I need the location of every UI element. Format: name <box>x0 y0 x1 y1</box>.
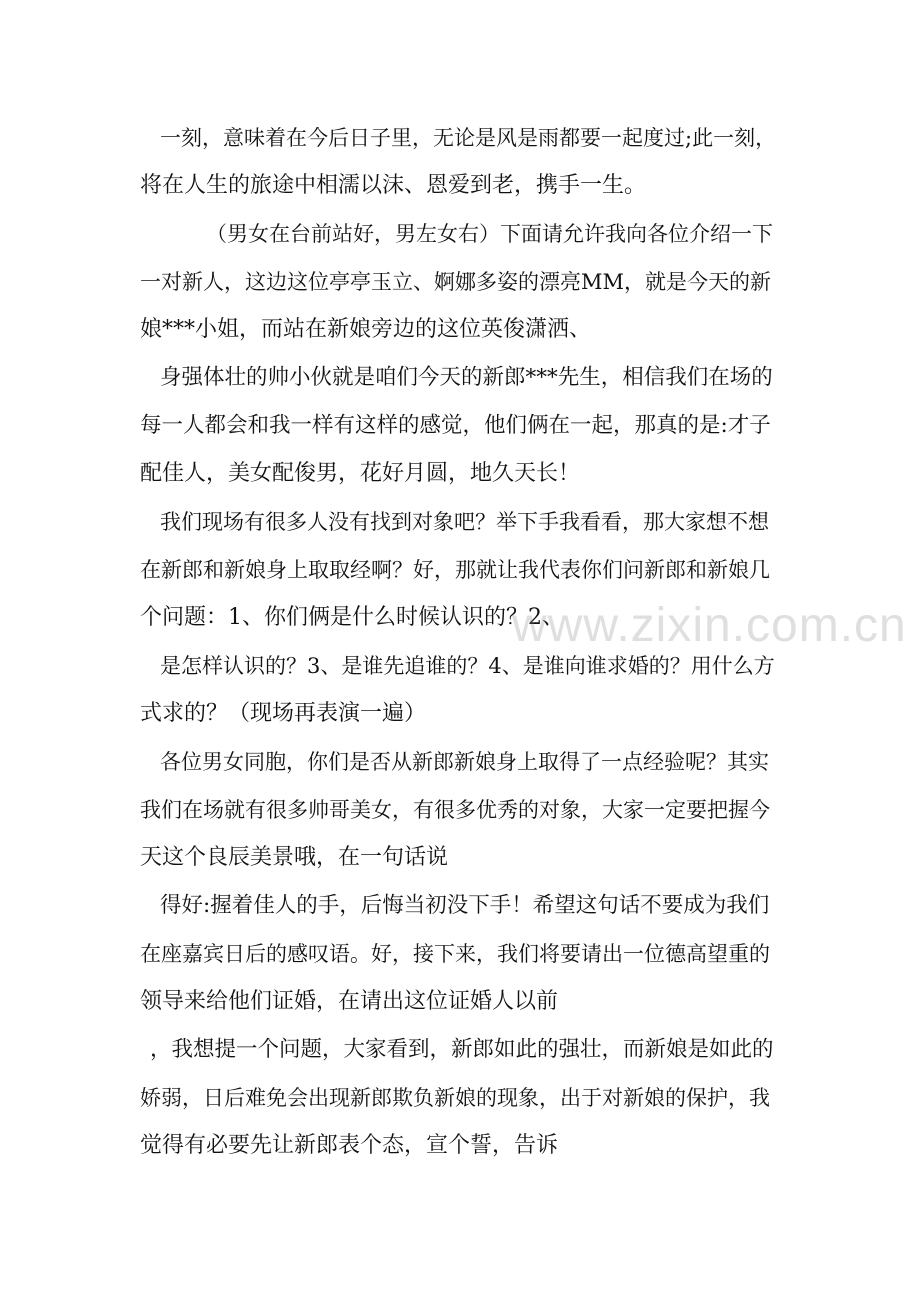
text-line: 一刻，意味着在今后日子里，无论是风是雨都要一起度过;此一刻， <box>160 126 777 150</box>
text-line: 领导来给他们证婚，在请出这位证婚人以前 <box>140 989 559 1014</box>
text-line: （男女在台前站好，男左女右）下面请允许我向各位介绍一下 <box>206 222 773 246</box>
text-line: 得好:握着佳人的手，后悔当初没下手！希望这句话不要成为我们 <box>160 893 770 918</box>
text-line: 个问题：1、你们俩是什么时候认识的？2、 <box>140 605 564 630</box>
text-line: 我们在场就有很多帅哥美女，有很多优秀的对象，大家一定要把握今 <box>140 798 770 822</box>
text-line: 一对新人，这边这位亭亭玉立、婀娜多姿的漂亮MM，就是今天的新 <box>140 270 772 294</box>
text-line: 觉得有必要先让新郎表个态，宣个誓，告诉 <box>140 1133 559 1158</box>
text-line: 是怎样认识的？3、是谁先追谁的？4、是谁向谁求婚的？用什么方 <box>160 654 775 678</box>
text-line: 各位男女同胞，你们是否从新郎新娘身上取得了一点经验呢？其实 <box>160 750 769 774</box>
watermark: www.zixin.com.cn <box>512 599 907 652</box>
text-line: 身强体壮的帅小伙就是咱们今天的新郎***先生，相信我们在场的 <box>160 365 773 390</box>
text-line: 每一人都会和我一样有这样的感觉，他们俩在一起，那真的是:才子 <box>140 413 771 438</box>
text-line: 我们现场有很多人没有找到对象吧？举下手我看看，那大家想不想 <box>160 510 769 534</box>
text-line: 在座嘉宾日后的感叹语。好，接下来，我们将要请出一位德高望重的 <box>140 942 770 966</box>
text-line: 将在人生的旅途中相濡以沫、恩爱到老，携手一生。 <box>140 173 647 198</box>
text-line: ，我想提一个问题，大家看到，新郎如此的强壮，而新娘是如此的 <box>150 1037 774 1062</box>
text-line: 娘***小姐，而站在新娘旁边的这位英俊潇洒、 <box>140 317 592 342</box>
text-line: 天这个良辰美景哦，在一句话说 <box>140 845 449 870</box>
text-line: 在新郎和新娘身上取取经啊？好，那就让我代表你们问新郎和新娘几 <box>140 558 770 582</box>
text-line: 式求的？（现场再表演一遍） <box>140 701 427 726</box>
text-line: 娇弱，日后难免会出现新郎欺负新娘的现象，出于对新娘的保护，我 <box>140 1086 770 1110</box>
text-line: 配佳人，美女配俊男，花好月圆，地久天长！ <box>140 461 581 486</box>
